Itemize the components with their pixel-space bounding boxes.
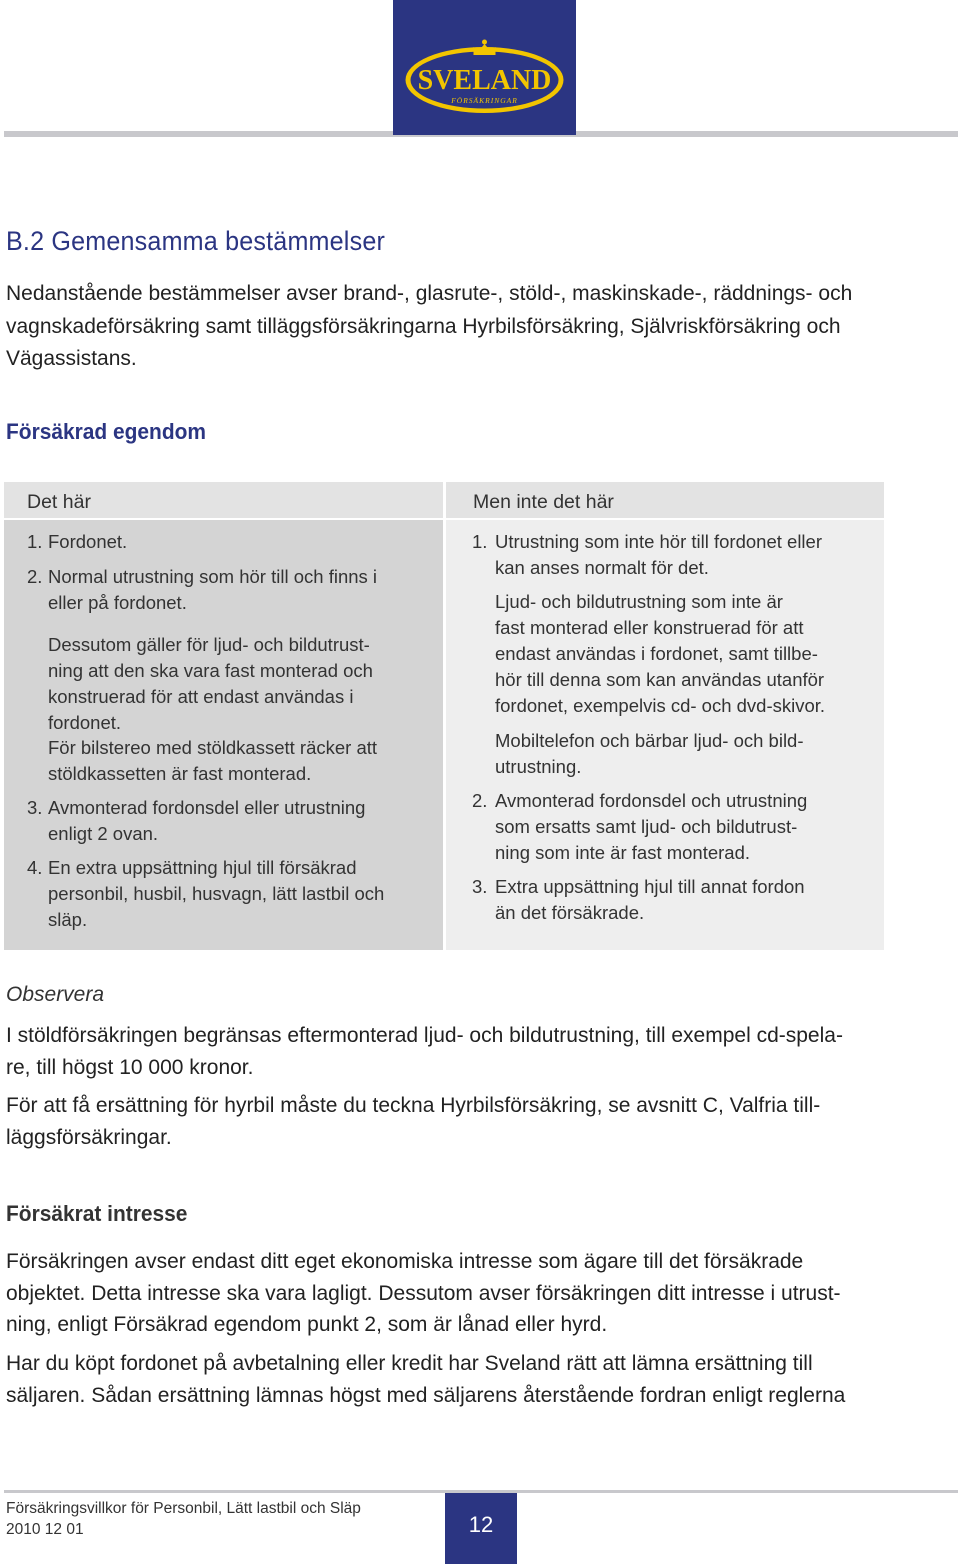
intresse-paragraph-1: Försäkringen avser endast ditt eget ekonomiska intresse som ägare till det försäkrade objektet. Detta intresse ska vara lagligt. Dessutom avser försäkringen ditt intresse i utrust- ning, enligt Försäkrad egendom punkt 2, som är lånad eller hyrd. [6,1250,841,1336]
list-item: 4. En extra uppsättning hjul till försäkrad personbil, husbil, husvagn, lätt lastbil och släp. [27,857,385,930]
table-column-included [4,482,443,950]
heading-forsakrad-egendom: Försäkrad egendom [6,419,207,444]
intresse-paragraph-2: Har du köpt fordonet på avbetalning eller kredit har Sveland rätt att lämna ersättning till säljaren. Sådan ersättning lämnas högst med säljarens återstående fordran enligt reglerna [6,1352,846,1407]
list-item: För bilstereo med stöldkassett räcker att stöldkassetten är fast monterad. [48,737,378,784]
column-header-excluded: Men inte det här [446,482,884,520]
logo-emblem-icon [393,0,576,135]
svg-text:FÖRSÄKRINGAR: FÖRSÄKRINGAR [451,96,518,105]
list-item: 2. Avmonterad fordonsdel och utrustning som ersatts samt ljud- och bildutrust- ning som inte är fast monterad. [472,790,808,863]
table-column-excluded [446,482,884,950]
observera-paragraph-1: I stöldförsäkringen begränsas eftermonterad ljud- och bildutrustning, till exempel cd-spela- re, till högst 10 000 kronor. [6,1024,843,1079]
svg-text:SVELAND: SVELAND [417,65,552,96]
list-item: 3. Avmonterad fordonsdel eller utrustning enligt 2 ovan. [27,797,366,844]
list-item: 1. Utrustning som inte hör till fordonet eller kan anses normalt för det. [472,531,822,578]
section-title: B.2 Gemensamma bestämmelser [6,226,386,256]
observera-paragraph-2: För att få ersättning för hyrbil måste du teckna Hyrbilsförsäkring, se avsnitt C, Valfria till- läggsförsäkringar. [6,1094,821,1149]
list-item: Mobiltelefon och bärbar ljud- och bild- utrustning. [495,730,804,777]
list-item: 2. Normal utrustning som hör till och finns i eller på fordonet. [27,566,378,613]
observera-label: Observera [6,983,105,1006]
list-item: Ljud- och bildutrustning som inte är fast monterad eller konstruerad för att endast användas i fordonet, samt tillbe- hör till denna som kan användas utanför fordonet, exempelvis cd- och dvd-skivor. [495,591,826,716]
list-item: Dessutom gäller för ljud- och bildutrust- ning att den ska vara fast monterad och konstruerad för att endast användas i fordonet. [48,634,373,733]
sveland-logo [393,0,576,135]
heading-forsakrat-intresse: Försäkrat intresse [6,1201,188,1226]
page-number-box [445,1493,517,1564]
list-item: 1. Fordonet. [27,531,128,552]
column-header-included: Det här [4,482,443,520]
intro-paragraph: Nedanstående bestämmelser avser brand-, glasrute-, stöld-, maskinskade-, räddnings- och vagnskadeförsäkring samt tilläggsförsäkringarna Hyrbilsförsäkring, Självriskförsäkring och Vägassistans. [6,282,853,370]
list-item: 3. Extra uppsättning hjul till annat fordon än det försäkrade. [472,876,805,923]
page-number: 12 [468,1512,494,1537]
footer-date: 2010 12 01 [6,1521,84,1538]
footer-title: Försäkringsvillkor för Personbil, Lätt lastbil och Släp [6,1500,361,1517]
